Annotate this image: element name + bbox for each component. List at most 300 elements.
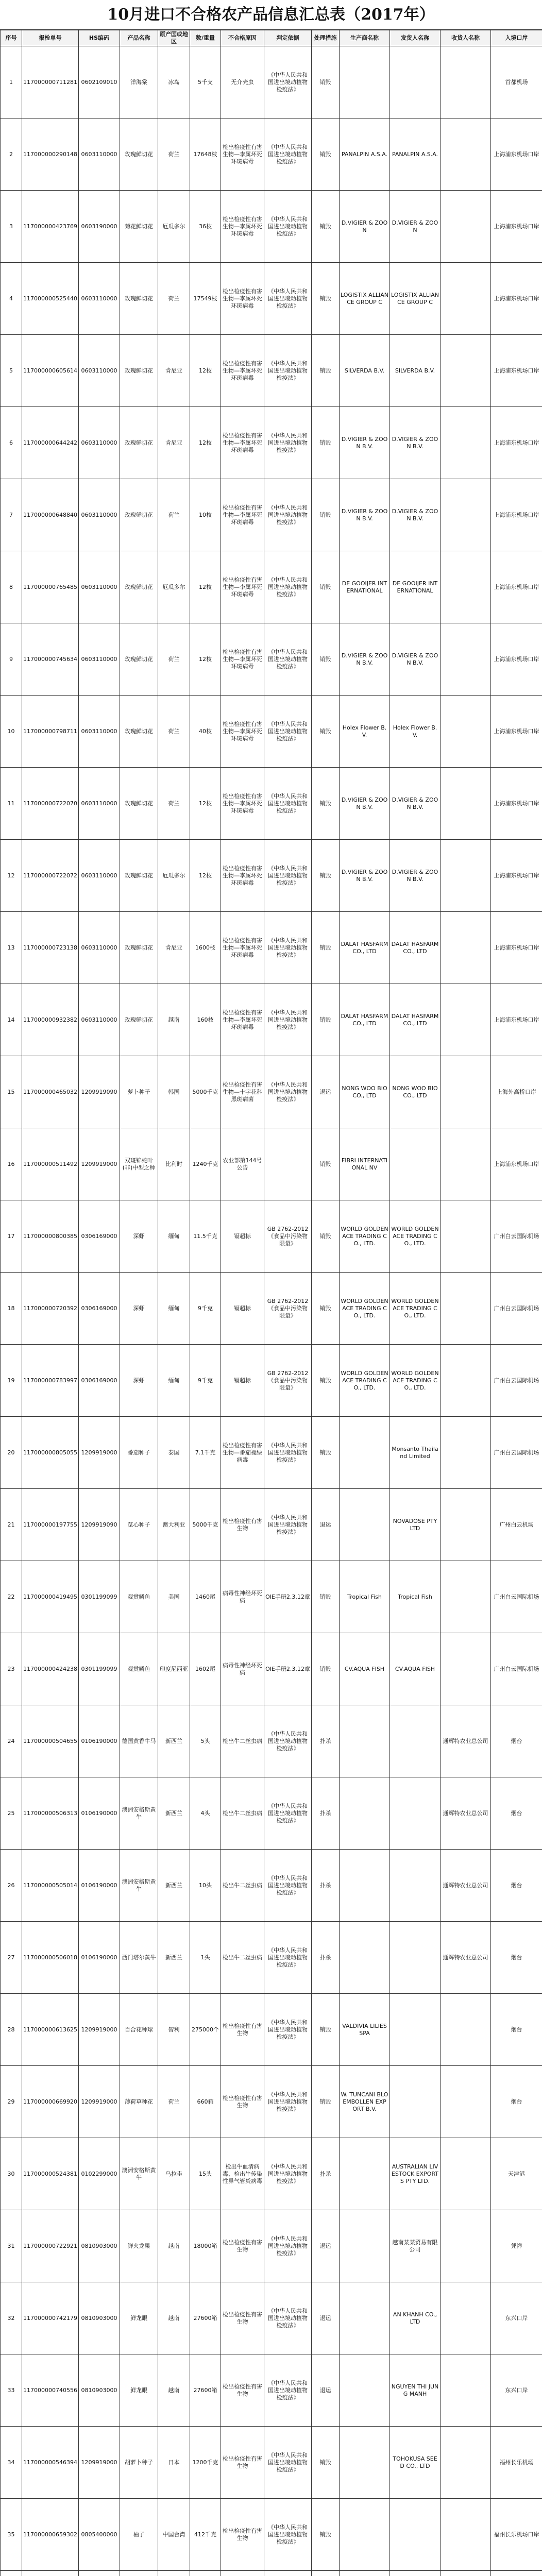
table-cell: 《中华人民共和国进出境动植物检疫法》: [264, 118, 312, 191]
table-row: [1, 1633, 542, 1705]
table-cell: CV.AQUA FISH: [390, 1633, 441, 1705]
table-row: [1, 2354, 542, 2427]
table-cell: D.VIGIER & ZOON B.V.: [340, 407, 390, 479]
table-cell: 《中华人民共和国进出境动植物检疫法》: [264, 912, 312, 984]
table-cell: 0603110000: [79, 407, 120, 479]
table-cell: WORLD GOLDEN ACE TRADING CO., LTD.: [340, 1345, 390, 1417]
table-cell: 深虾: [120, 1273, 158, 1345]
table-row: [1, 2282, 542, 2354]
table-cell: 上海浦东机场口岸: [491, 696, 542, 768]
table-cell: 24: [1, 1705, 22, 1777]
column-header: 报检单号: [22, 30, 79, 46]
table-cell: 缅甸: [158, 1200, 190, 1273]
table-cell: 销毁: [312, 46, 340, 118]
table-cell: 新西兰: [158, 1777, 190, 1850]
table-cell: 销毁: [312, 1633, 340, 1705]
table-cell: 检出检疫性有害生物—十字花科黑斑病菌: [221, 1056, 264, 1128]
table-cell: 检出检疫性有害生物—李属坏死环斑病毒: [221, 768, 264, 840]
table-cell: 上海浦东机场口岸: [491, 912, 542, 984]
table-cell: 117000000511492: [22, 1128, 79, 1200]
table-cell: 《中华人民共和国进出境动植物检疫法》: [264, 46, 312, 118]
table-cell: 新西兰: [158, 1850, 190, 1922]
table-cell: D.VIGIER & ZOON B.V.: [340, 623, 390, 696]
table-cell: 0603110000: [79, 912, 120, 984]
table-cell: 检出检疫性有害生物: [221, 1994, 264, 2066]
table-cell: 新西兰: [158, 1705, 190, 1777]
table-cell: [158, 2571, 190, 2576]
table-cell: 117000000644242: [22, 407, 79, 479]
table-cell: 0603190000: [79, 191, 120, 263]
table-cell: 广州白云国际机场: [491, 1561, 542, 1633]
table-cell: FIBRI INTERNATIONAL NV: [340, 1128, 390, 1200]
table-cell: 销毁: [312, 551, 340, 623]
table-cell: 玫瑰鲜切花: [120, 623, 158, 696]
table-cell: 117000000419495: [22, 1561, 79, 1633]
table-row: [1, 840, 542, 912]
table-cell: 退运: [312, 1056, 340, 1128]
table-cell: NONG WOO BIO CO., LTD: [390, 1056, 441, 1128]
table-cell: 检出牛二丝虫病: [221, 1850, 264, 1922]
table-cell: D.VIGIER & ZOON B.V.: [340, 479, 390, 551]
table-cell: 15头: [190, 2138, 221, 2210]
table-cell: D.VIGIER & ZOON: [390, 191, 441, 263]
table-cell: 1209919000: [79, 1417, 120, 1489]
table-row: [1, 2427, 542, 2499]
table-row: [1, 2066, 542, 2138]
table-cell: 检出检疫性有害生物: [221, 2499, 264, 2571]
table-cell: 上海浦东机场口岸: [491, 840, 542, 912]
table-cell: 117000000290148: [22, 118, 79, 191]
table-cell: 通辉特农业总公司: [441, 1850, 491, 1922]
table-cell: 销毁: [312, 623, 340, 696]
table-cell: 鲜龙眼: [120, 2282, 158, 2354]
table-cell: 《中华人民共和国进出境动植物检疫法》: [264, 1705, 312, 1777]
table-row: [1, 335, 542, 407]
table-cell: 《中华人民共和国进出境动植物检疫法》: [264, 1994, 312, 2066]
table-cell: 福州长乐机场: [491, 2427, 542, 2499]
table-cell: 《中华人民共和国进出境动植物检疫法》: [264, 2427, 312, 2499]
table-cell: [441, 1056, 491, 1128]
table-cell: [441, 2354, 491, 2427]
table-cell: 荷兰: [158, 263, 190, 335]
table-cell: 《中华人民共和国进出境动植物检疫法》: [264, 1417, 312, 1489]
table-cell: 12枝: [190, 768, 221, 840]
table-cell: 29: [1, 2066, 22, 2138]
table-cell: 0106190000: [79, 1922, 120, 1994]
table-cell: 玫瑰鲜切花: [120, 912, 158, 984]
table-cell: 25: [1, 1777, 22, 1850]
table-cell: 《中华人民共和国进出境动植物检疫法》: [264, 479, 312, 551]
table-cell: 3: [1, 191, 22, 263]
table-cell: [190, 2571, 221, 2576]
table-cell: 中国台湾: [158, 2499, 190, 2571]
table-cell: 凭祥: [491, 2210, 542, 2282]
table-cell: 美国: [158, 1561, 190, 1633]
table-cell: 35: [1, 2499, 22, 2571]
table-cell: [441, 479, 491, 551]
table-row: [1, 1273, 542, 1345]
table-cell: 117000000932382: [22, 984, 79, 1056]
table-cell: 日本: [158, 2427, 190, 2499]
table-cell: 检出检疫性有害生物—李属坏死环斑病毒: [221, 118, 264, 191]
table-cell: 退运: [312, 2210, 340, 2282]
table-cell: 26: [1, 1850, 22, 1922]
table-cell: 《中华人民共和国进出境动植物检疫法》: [264, 407, 312, 479]
table-cell: 检出检疫性有害生物—李属坏死环斑病毒: [221, 840, 264, 912]
table-cell: [441, 2138, 491, 2210]
table-cell: 4头: [190, 1777, 221, 1850]
table-cell: 10枝: [190, 479, 221, 551]
table-row: [1, 1705, 542, 1777]
table-cell: 销毁: [312, 1200, 340, 1273]
table-cell: 洋海棠: [120, 46, 158, 118]
table-cell: GB 2762-2012《食品中污染物限量》: [264, 1273, 312, 1345]
column-header: 数/重量: [190, 30, 221, 46]
table-cell: 检出检疫性有害生物: [221, 2066, 264, 2138]
table-cell: [22, 2571, 79, 2576]
table-cell: 通辉特农业总公司: [441, 1705, 491, 1777]
table-row: [1, 1056, 542, 1128]
table-cell: 印度尼西亚: [158, 1633, 190, 1705]
table-cell: 117000000423769: [22, 191, 79, 263]
table-cell: [340, 1489, 390, 1561]
table-cell: 0301199099: [79, 1561, 120, 1633]
table-cell: 退运: [312, 2282, 340, 2354]
table-cell: 烟台: [491, 1850, 542, 1922]
table-cell: 玫瑰鲜切花: [120, 407, 158, 479]
table-cell: [441, 1273, 491, 1345]
table-cell: 销毁: [312, 1128, 340, 1200]
table-cell: [340, 2282, 390, 2354]
table-cell: 检出检疫性有害生物—李属坏死环斑病毒: [221, 623, 264, 696]
table-cell: 缅甸: [158, 1345, 190, 1417]
table-cell: 新西兰: [158, 1922, 190, 1994]
table-cell: 0602109010: [79, 46, 120, 118]
table-row: [1, 984, 542, 1056]
table-cell: 《中华人民共和国进出境动植物检疫法》: [264, 768, 312, 840]
table-cell: 鲜火龙果: [120, 2210, 158, 2282]
table-cell: [441, 46, 491, 118]
table-row: [1, 623, 542, 696]
table-cell: 0106190000: [79, 1705, 120, 1777]
table-cell: [1, 2571, 22, 2576]
table-cell: [390, 1128, 441, 1200]
table-cell: 1602尾: [190, 1633, 221, 1705]
table-cell: 销毁: [312, 2427, 340, 2499]
table-cell: 《中华人民共和国进出境动植物检疫法》: [264, 2354, 312, 2427]
table-cell: 18: [1, 1273, 22, 1345]
table-cell: 扑杀: [312, 1850, 340, 1922]
table-cell: 玫瑰鲜切花: [120, 984, 158, 1056]
table-cell: 117000000765485: [22, 551, 79, 623]
table-cell: 1209919090: [79, 1056, 120, 1128]
table-cell: [390, 1850, 441, 1922]
table-cell: 深虾: [120, 1345, 158, 1417]
table-cell: 12: [1, 840, 22, 912]
table-cell: 深虾: [120, 1200, 158, 1273]
table-cell: 销毁: [312, 118, 340, 191]
table-cell: 12枝: [190, 551, 221, 623]
table-cell: 销毁: [312, 768, 340, 840]
table-cell: 检出检疫性有害生物—李属坏死环斑病毒: [221, 407, 264, 479]
table-cell: 0603110000: [79, 696, 120, 768]
table-cell: 《中华人民共和国进出境动植物检疫法》: [264, 2282, 312, 2354]
table-cell: D.VIGIER & ZOON B.V.: [390, 407, 441, 479]
table-cell: 16: [1, 1128, 22, 1200]
table-cell: 《中华人民共和国进出境动植物检疫法》: [264, 1777, 312, 1850]
table-row: [1, 768, 542, 840]
table-cell: [441, 1994, 491, 2066]
table-cell: 117000000745634: [22, 623, 79, 696]
table-cell: [441, 2499, 491, 2571]
table-cell: 检出检疫性有害生物: [221, 2282, 264, 2354]
table-cell: [491, 2571, 542, 2576]
table-cell: 扑杀: [312, 1705, 340, 1777]
table-cell: 31: [1, 2210, 22, 2282]
table-cell: 28: [1, 1994, 22, 2066]
table-cell: 1209919000: [79, 2427, 120, 2499]
table-cell: D.VIGIER & ZOON B.V.: [340, 840, 390, 912]
table-cell: 117000000722921: [22, 2210, 79, 2282]
table-cell: [441, 1489, 491, 1561]
table-cell: 上海浦东机场口岸: [491, 263, 542, 335]
table-cell: 5千支: [190, 46, 221, 118]
table-cell: [441, 263, 491, 335]
table-cell: 11: [1, 768, 22, 840]
table-cell: [340, 46, 390, 118]
table-cell: 117000000506313: [22, 1777, 79, 1850]
table-cell: [390, 2571, 441, 2576]
table-cell: [264, 2571, 312, 2576]
table-cell: 《中华人民共和国进出境动植物检疫法》: [264, 696, 312, 768]
table-cell: [441, 551, 491, 623]
table-cell: 厄瓜多尔: [158, 840, 190, 912]
table-cell: 117000000525440: [22, 263, 79, 335]
table-cell: 检出检疫性有害生物—番茄褪绿病毒: [221, 1417, 264, 1489]
table-cell: 番茄种子: [120, 1417, 158, 1489]
table-cell: Tropical Fish: [390, 1561, 441, 1633]
table-cell: 17549枝: [190, 263, 221, 335]
table-cell: 上海浦东机场口岸: [491, 984, 542, 1056]
table-cell: [441, 1417, 491, 1489]
table-cell: [441, 768, 491, 840]
table-cell: 0603110000: [79, 263, 120, 335]
table-cell: 越南: [158, 984, 190, 1056]
table-cell: 鲜龙眼: [120, 2354, 158, 2427]
table-cell: 烟台: [491, 2066, 542, 2138]
table-cell: [390, 1777, 441, 1850]
table-cell: DE GOOIJER INTERNATIONAL: [390, 551, 441, 623]
table-cell: 2: [1, 118, 22, 191]
table-cell: Tropical Fish: [340, 1561, 390, 1633]
table-cell: 0603110000: [79, 984, 120, 1056]
table-cell: 30: [1, 2138, 22, 2210]
table-cell: WORLD GOLDEN ACE TRADING CO., LTD.: [340, 1200, 390, 1273]
table-cell: WORLD GOLDEN ACE TRADING CO., LTD.: [390, 1273, 441, 1345]
table-cell: [340, 2427, 390, 2499]
table-cell: 1240千克: [190, 1128, 221, 1200]
table-cell: 27: [1, 1922, 22, 1994]
table-cell: 荷兰: [158, 118, 190, 191]
table-cell: 薄荷草种花: [120, 2066, 158, 2138]
table-cell: [390, 2066, 441, 2138]
table-cell: 22: [1, 1561, 22, 1633]
table-row: [1, 2210, 542, 2282]
table-cell: 6: [1, 407, 22, 479]
table-cell: 117000000504655: [22, 1705, 79, 1777]
table-cell: 广州白云国际机场: [491, 1345, 542, 1417]
table-cell: 0306169000: [79, 1345, 120, 1417]
table-cell: 117000000506018: [22, 1922, 79, 1994]
table-cell: DALAT HASFARM CO., LTD: [390, 912, 441, 984]
table-cell: 117000000605614: [22, 335, 79, 407]
table-cell: 275000个: [190, 1994, 221, 2066]
table-cell: 《中华人民共和国进出境动植物检疫法》: [264, 551, 312, 623]
table-cell: AN KHANH CO., LTD: [390, 2282, 441, 2354]
table-cell: 玫瑰鲜切花: [120, 696, 158, 768]
table-cell: 1600枝: [190, 912, 221, 984]
table-cell: 0603110000: [79, 551, 120, 623]
table-cell: 0106190000: [79, 1850, 120, 1922]
table-cell: LOGISTIX ALLIANCE GROUP C: [340, 263, 390, 335]
table-cell: 菊花鲜切花: [120, 191, 158, 263]
table-cell: 0810903000: [79, 2282, 120, 2354]
table-cell: 泰国: [158, 1417, 190, 1489]
table-cell: NGUYEN THI JUNG MANH: [390, 2354, 441, 2427]
table-cell: 销毁: [312, 2066, 340, 2138]
table-cell: 《中华人民共和国进出境动植物检疫法》: [264, 840, 312, 912]
table-cell: 《中华人民共和国进出境动植物检疫法》: [264, 2066, 312, 2138]
table-row: [1, 2499, 542, 2571]
table-cell: 澳大利亚: [158, 1489, 190, 1561]
table-row: [1, 1777, 542, 1850]
table-cell: 柚子: [120, 2499, 158, 2571]
table-cell: 《中华人民共和国进出境动植物检疫法》: [264, 191, 312, 263]
table-cell: 1209919000: [79, 1128, 120, 1200]
table-cell: DALAT HASFARM CO., LTD: [340, 984, 390, 1056]
table-cell: 农业部第144号公告: [221, 1128, 264, 1200]
table-cell: [390, 46, 441, 118]
table-cell: PANALPIN A.S.A.: [390, 118, 441, 191]
table-cell: [340, 1417, 390, 1489]
table-cell: 1200千克: [190, 2427, 221, 2499]
table-row: [1, 479, 542, 551]
table-cell: 检出检疫性有害生物—李属坏死环斑病毒: [221, 263, 264, 335]
table-cell: WORLD GOLDEN ACE TRADING CO., LTD.: [340, 1273, 390, 1345]
column-header: 生产商名称: [340, 30, 390, 46]
table-cell: 《中华人民共和国进出境动植物检疫法》: [264, 984, 312, 1056]
table-cell: 镉超标: [221, 1273, 264, 1345]
table-cell: [340, 1922, 390, 1994]
table-cell: 扑杀: [312, 1777, 340, 1850]
table-cell: [340, 2138, 390, 2210]
table-cell: 0810903000: [79, 2210, 120, 2282]
column-header: 不合格原因: [221, 30, 264, 46]
table-cell: 17: [1, 1200, 22, 1273]
table-cell: 烟台: [491, 1777, 542, 1850]
table-cell: DALAT HASFARM CO., LTD: [390, 984, 441, 1056]
table-cell: [441, 696, 491, 768]
table-cell: 玫瑰鲜切花: [120, 263, 158, 335]
table-cell: NOVADOSE PTY LTD: [390, 1489, 441, 1561]
table-cell: 1209919000: [79, 1994, 120, 2066]
table-cell: 0603110000: [79, 840, 120, 912]
table-cell: 越南某某贸易有限公司: [390, 2210, 441, 2282]
table-cell: D.VIGIER & ZOON B.V.: [390, 840, 441, 912]
table-cell: 检出牛二丝虫病: [221, 1705, 264, 1777]
column-header: 发货人名称: [390, 30, 441, 46]
table-cell: 销毁: [312, 1994, 340, 2066]
column-header: 产品名称: [120, 30, 158, 46]
table-cell: 11.5千克: [190, 1200, 221, 1273]
table-cell: 销毁: [312, 407, 340, 479]
table-cell: 0306169000: [79, 1273, 120, 1345]
table-cell: 胡萝卜种子: [120, 2427, 158, 2499]
table-cell: [340, 1705, 390, 1777]
table-cell: 首都机场: [491, 46, 542, 118]
table-cell: 玫瑰鲜切花: [120, 551, 158, 623]
table-cell: 660箱: [190, 2066, 221, 2138]
table-row: [1, 1345, 542, 1417]
table-cell: 33: [1, 2354, 22, 2427]
table-cell: D.VIGIER & ZOON B.V.: [390, 623, 441, 696]
table-row: [1, 696, 542, 768]
table-cell: 广州白云国际机场: [491, 1417, 542, 1489]
table-cell: 117000000740556: [22, 2354, 79, 2427]
table-cell: 检出检疫性有害生物—李属坏死环斑病毒: [221, 984, 264, 1056]
table-cell: 检出检疫性有害生物—李属坏死环斑病毒: [221, 335, 264, 407]
table-cell: 0106190000: [79, 1777, 120, 1850]
table-row: [1, 1417, 542, 1489]
table-row: [1, 551, 542, 623]
table-cell: [340, 2571, 390, 2576]
table-cell: 《中华人民共和国进出境动植物检疫法》: [264, 2210, 312, 2282]
table-cell: 9千克: [190, 1273, 221, 1345]
table-cell: 检出检疫性有害生物: [221, 1489, 264, 1561]
table-cell: 117000000722072: [22, 840, 79, 912]
table-cell: 117000000613625: [22, 1994, 79, 2066]
table-cell: 117000000722070: [22, 768, 79, 840]
table-cell: [390, 1922, 441, 1994]
table-cell: 117000000783997: [22, 1345, 79, 1417]
table-cell: 缅甸: [158, 1273, 190, 1345]
table-cell: 苋心种子: [120, 1489, 158, 1561]
table-cell: 智利: [158, 1994, 190, 2066]
table-cell: AUSTRALIAN LIVESTOCK EXPORTS PTY LTD.: [390, 2138, 441, 2210]
table-cell: 0603110000: [79, 623, 120, 696]
table-cell: 上海浦东机场口岸: [491, 191, 542, 263]
table-cell: 117000000505014: [22, 1850, 79, 1922]
table-cell: 上海浦东机场口岸: [491, 118, 542, 191]
table-cell: [441, 2210, 491, 2282]
table-cell: 广州白云机场: [491, 1489, 542, 1561]
table-cell: 上海浦东机场口岸: [491, 335, 542, 407]
table-cell: 117000000648840: [22, 479, 79, 551]
table-cell: [340, 1777, 390, 1850]
table-cell: 荷兰: [158, 623, 190, 696]
table-cell: 广州白云国际机场: [491, 1273, 542, 1345]
table-cell: WORLD GOLDEN ACE TRADING CO., LTD.: [390, 1345, 441, 1417]
table-cell: 0603110000: [79, 479, 120, 551]
table-cell: D.VIGIER & ZOON B.V.: [390, 479, 441, 551]
table-cell: [441, 1128, 491, 1200]
table-cell: Monsanto Thailand Limited: [390, 1417, 441, 1489]
table-cell: 117000000711281: [22, 46, 79, 118]
table-cell: 117000000424238: [22, 1633, 79, 1705]
table-cell: 36枝: [190, 191, 221, 263]
table-cell: 117000000720392: [22, 1273, 79, 1345]
table-cell: 《中华人民共和国进出境动植物检疫法》: [264, 623, 312, 696]
